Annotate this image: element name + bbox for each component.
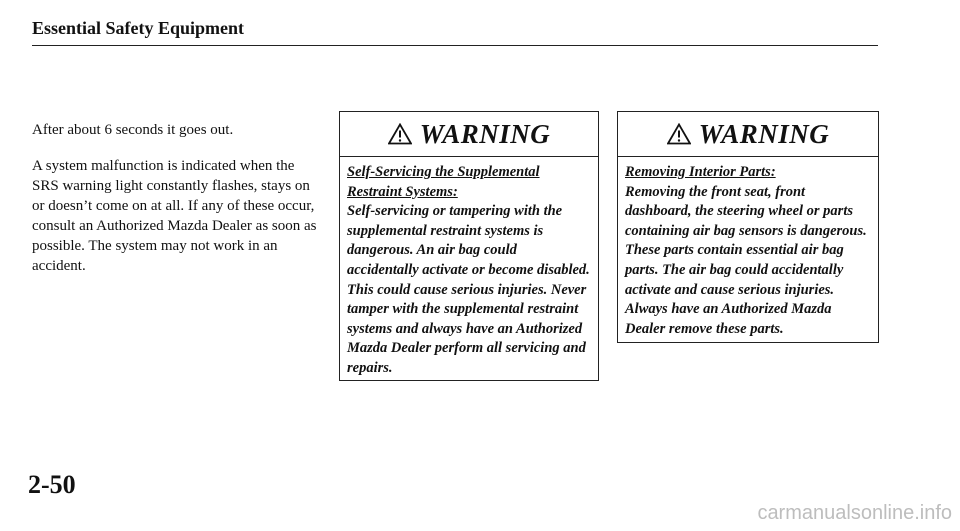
warning-body	[618, 157, 878, 339]
warning-header	[340, 112, 598, 157]
warning-text: Self-servicing or tampering with the supplemental restraint systems is dangerous. An air bag could accidentally activate or become disabled. This could cause serious injuries. Never tamper with the supplemental restraint systems and always have an Authorized Mazda Dealer perform all servicing and repairs.	[347, 203, 590, 376]
warning-box-self-servicing	[339, 111, 599, 381]
paragraph: A system malfunction is indicated when the SRS warning light constantly flashes, stays on or doesn’t come on at all. If any of these occur, consult an Authorized Mazda Dealer as soon as possible. The system may not work in an accident.	[32, 158, 317, 274]
body-text-column	[32, 120, 317, 292]
watermark: carmanualsonline.info	[757, 502, 952, 524]
section-title: Essential Safety Equipment	[32, 18, 245, 38]
warning-box-interior-parts	[617, 111, 879, 343]
warning-header	[618, 112, 878, 157]
warning-triangle-icon	[388, 123, 412, 145]
warning-subtitle: Removing Interior Parts:	[625, 164, 776, 180]
warning-title: WARNING	[698, 118, 830, 149]
warning-title: WARNING	[419, 118, 551, 149]
warning-text: Removing the front seat, front dashboard, the steering wheel or parts containing air bag sensors is dangerous. These parts contain essential air bag parts. The air bag could accidentally activate and cause serious injuries. Always have an Authorized Mazda Dealer remove these parts.	[625, 183, 867, 337]
warning-subtitle: Self-Servicing the Supplemental Restraint Systems:	[347, 164, 540, 200]
paragraph: After about 6 seconds it goes out.	[32, 122, 234, 138]
warning-body	[340, 157, 598, 379]
warning-triangle-icon	[667, 123, 691, 145]
page-number: 2-50	[28, 470, 76, 499]
page-header	[32, 18, 878, 46]
